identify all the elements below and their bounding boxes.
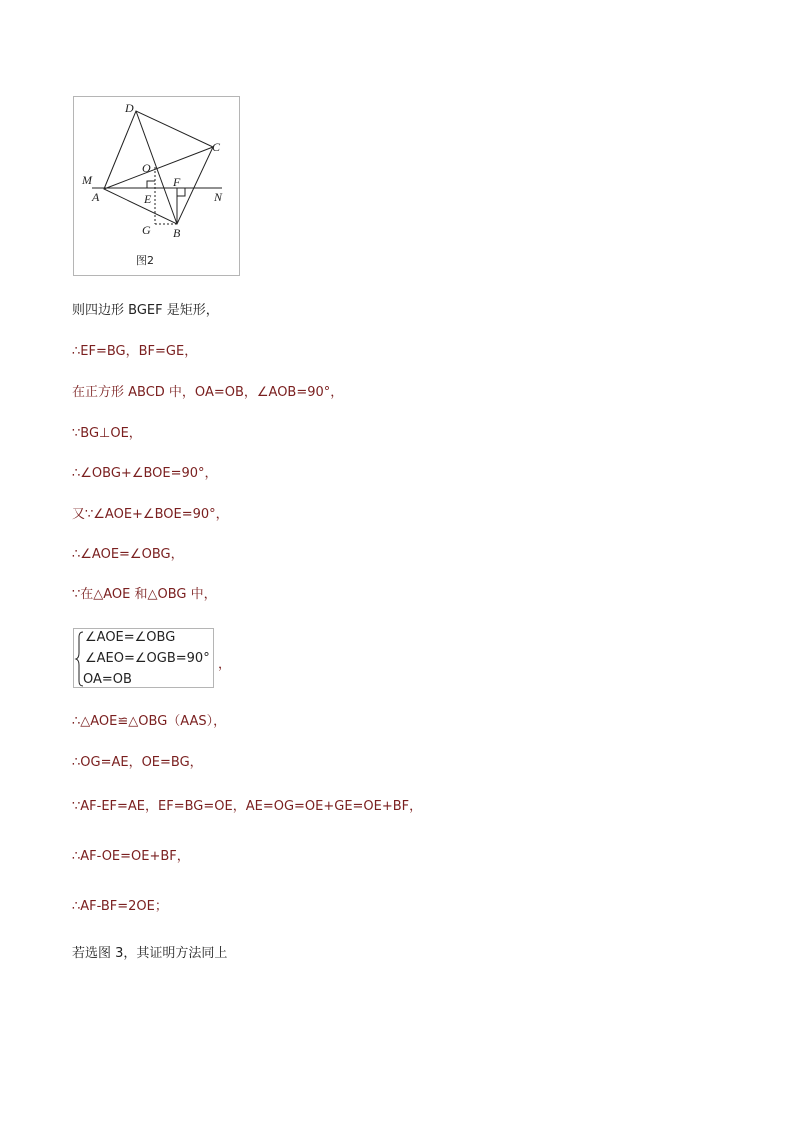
label-e: E <box>144 192 152 206</box>
system-row-2: ∠AEO=∠OGB=90° <box>85 651 210 666</box>
geometry-figure <box>73 96 240 276</box>
proof-line-5: ∴∠OBG+∠BOE=90°， <box>72 466 218 481</box>
conclusion-line-3: ∵AF-EF=AE，EF=BG=OE，AE=OG=OE+GE=OE+BF， <box>72 799 423 814</box>
conclusion-line-2: ∴OG=AE，OE=BG， <box>72 755 203 770</box>
system-row-3: OA=OB <box>83 672 132 687</box>
system-row-1: ∠AOE=∠OBG <box>85 630 176 645</box>
proof-line-4: ∵BG⊥OE， <box>72 426 142 441</box>
figure-drawing <box>74 97 241 277</box>
conclusion-line-1: ∴△AOE≌△OBG（AAS）， <box>72 714 227 729</box>
equation-system <box>73 628 214 688</box>
label-a: A <box>92 190 100 204</box>
conclusion-line-4: ∴AF-OE=OE+BF， <box>72 849 190 864</box>
label-b: B <box>173 226 181 240</box>
label-m: M <box>82 173 92 187</box>
label-n: N <box>214 190 223 204</box>
proof-line-7: ∴∠AOE=∠OBG， <box>72 547 184 562</box>
system-trailing-comma: ， <box>218 657 232 672</box>
proof-line-3: 在正方形 ABCD 中，OA=OB，∠AOB=90°， <box>72 385 344 400</box>
label-g: G <box>142 223 151 237</box>
label-f: F <box>173 175 181 189</box>
proof-line-1: 则四边形 BGEF 是矩形， <box>72 303 219 318</box>
right-angle-e <box>147 181 155 188</box>
conclusion-line-5: ∴AF-BF=2OE； <box>72 899 168 914</box>
proof-line-8: ∵在△AOE 和△OBG 中， <box>72 587 217 602</box>
label-c: C <box>212 140 221 154</box>
final-line: 若选图 3，其证明方法同上 <box>72 946 228 961</box>
proof-line-2: ∴EF=BG，BF=GE， <box>72 344 198 359</box>
label-o: O <box>142 161 151 175</box>
proof-line-6: 又∵∠AOE+∠BOE=90°， <box>72 507 229 522</box>
right-angle-f <box>177 188 185 196</box>
label-d: D <box>125 101 134 115</box>
figure-caption: 图2 <box>136 254 154 267</box>
